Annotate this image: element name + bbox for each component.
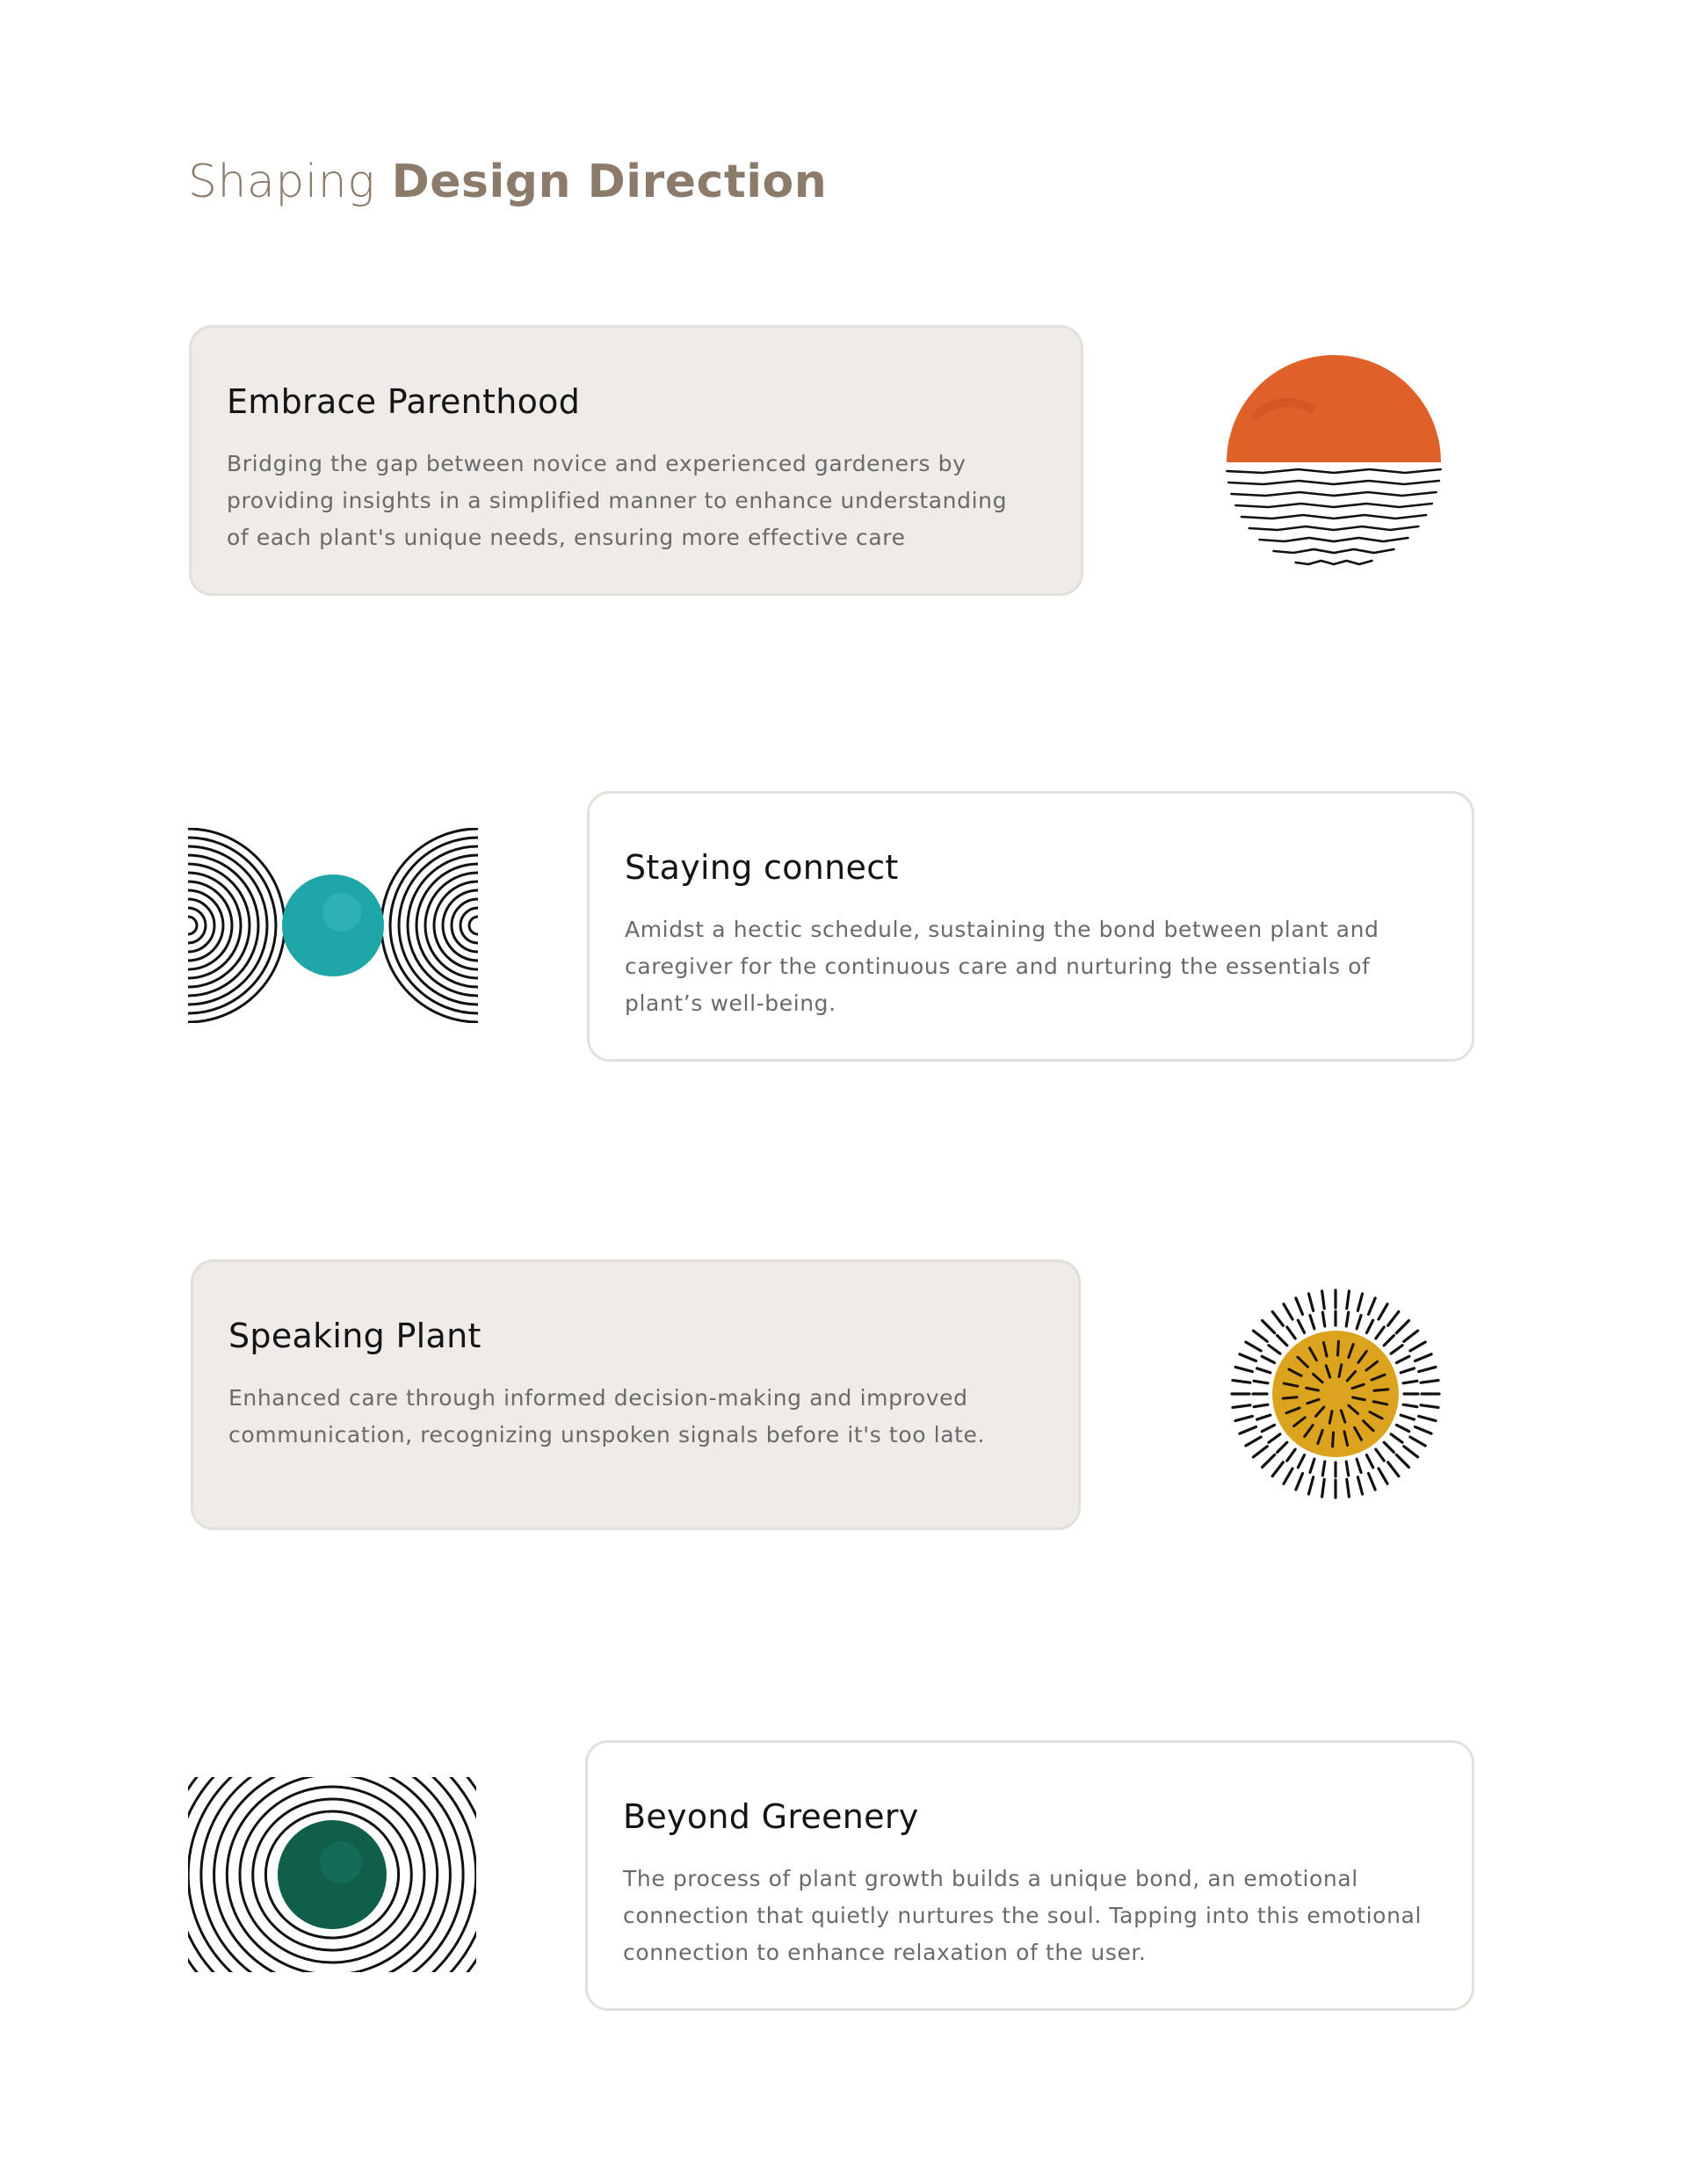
card-body: Amidst a hectic schedule, sustaining the bond between plant and caregiver for the continuous care and nurturing the essentials of plant’s well-being. — [625, 917, 1379, 1016]
orange-sun-waves-icon — [1223, 352, 1444, 573]
card-body: Bridging the gap between novice and experienced gardeners by providing insights in a simplified manner to enhance understanding of each plant's unique needs, ensuring more effective care — [227, 451, 1008, 550]
card-embrace-parenthood — [189, 325, 1083, 596]
teal-circle-ripples-icon — [188, 828, 478, 1023]
page-title-bold: Design Direction — [391, 156, 828, 208]
card-staying-connect — [587, 791, 1474, 1062]
mustard-sunburst-icon — [1227, 1285, 1444, 1503]
card-body: Enhanced care through informed decision-making and improved communication, recognizing unspoken signals before it's too late. — [228, 1385, 986, 1448]
card-beyond-greenery — [585, 1740, 1474, 2011]
card-speaking-plant — [191, 1259, 1081, 1530]
card-title: Beyond Greenery — [623, 1797, 919, 1836]
green-circle-rings-icon — [188, 1777, 476, 1972]
card-title: Staying connect — [625, 848, 899, 887]
card-title: Embrace Parenthood — [227, 382, 581, 421]
card-body: The process of plant growth builds a unique bond, an emotional connection that quietly nurtures the soul. Tapping into this emotional connection to enhance relaxation of the user. — [623, 1866, 1422, 1965]
card-title: Speaking Plant — [228, 1317, 481, 1355]
page-title — [188, 155, 827, 209]
page-title-light: Shaping — [188, 156, 375, 208]
